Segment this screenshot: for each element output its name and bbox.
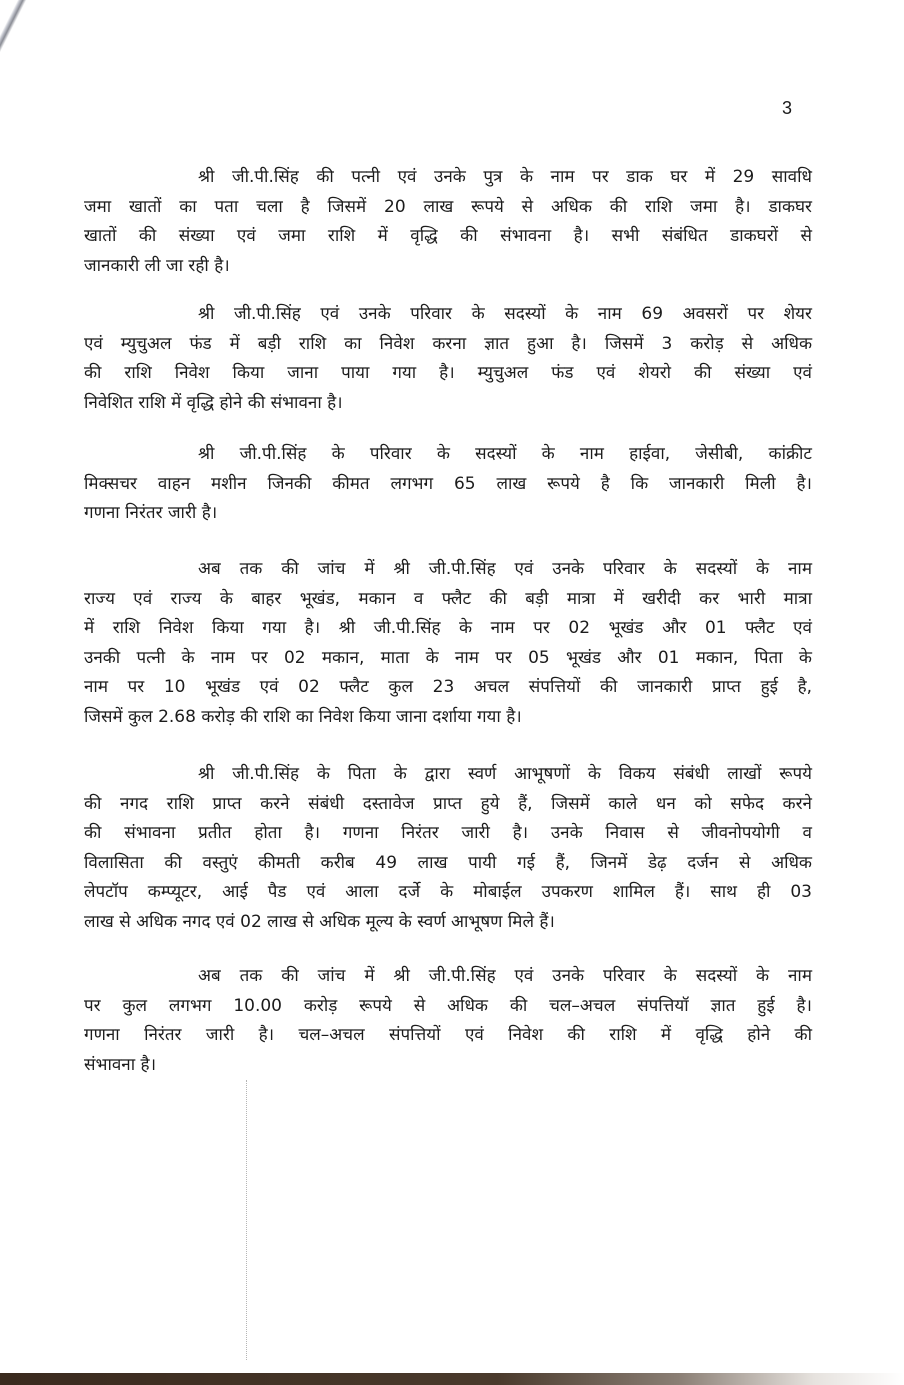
text-line: की राशि निवेश किया जाना पाया गया है। म्युचुअल फंड एवं शेयरो की संख्या एवं bbox=[84, 363, 812, 383]
text-line: श्री जी.पी.सिंह एवं उनके परिवार के सदस्यों के नाम 69 अवसरों पर शेयर bbox=[198, 304, 812, 324]
text-line: श्री जी.पी.सिंह के परिवार के सदस्यों के नाम हाईवा, जेसीबी, कांक्रीट bbox=[198, 444, 812, 464]
text-line: जमा खातों का पता चला है जिसमें 20 लाख रूपये से अधिक की राशि जमा है। डाकघर bbox=[84, 196, 812, 217]
text-line: संभावना है। bbox=[84, 1054, 157, 1075]
text-line: अब तक की जांच में श्री जी.पी.सिंह एवं उनके परिवार के सदस्यों के नाम bbox=[198, 966, 812, 986]
paragraph-total-assets bbox=[84, 962, 812, 1080]
text-line: श्री जी.पी.सिंह के पिता के द्वारा स्वर्ण आभूषणों के विकय संबंधी लाखों रूपये bbox=[198, 764, 812, 784]
paragraph-shares-mutual-funds bbox=[84, 300, 812, 418]
text-line: खातों की संख्या एवं जमा राशि में वृद्धि की संभावना है। सभी संबंधित डाकघरों से bbox=[84, 226, 812, 246]
text-line: लाख से अधिक नगद एवं 02 लाख से अधिक मूल्य के स्वर्ण आभूषण मिले हैं। bbox=[84, 911, 555, 932]
text-line: गणना निरंतर जारी है। चल–अचल संपत्तियों एवं निवेश की राशि में वृद्धि होने की bbox=[84, 1025, 812, 1045]
text-line: विलासिता की वस्तुएं कीमती करीब 49 लाख पायी गई हैं, जिनमें डेढ़ दर्जन से अधिक bbox=[84, 852, 812, 873]
text-line: एवं म्युचुअल फंड में बड़ी राशि का निवेश करना ज्ञात हुआ है। जिसमें 3 करोड़ से अधिक bbox=[84, 333, 812, 354]
text-line: निवेशित राशि में वृद्धि होने की संभावना है। bbox=[84, 392, 343, 413]
paragraph-immovable-property bbox=[84, 555, 812, 732]
scanner-bottom-edge bbox=[0, 1373, 904, 1385]
text-line: जानकारी ली जा रही है। bbox=[84, 255, 230, 276]
text-line: की संभावना प्रतीत होता है। गणना निरंतर जारी है। उनके निवास से जीवनोपयोगी व bbox=[84, 823, 812, 843]
text-line: श्री जी.पी.सिंह की पत्नी एवं उनके पुत्र के नाम पर डाक घर में 29 सावधि bbox=[198, 167, 812, 187]
text-line: नाम पर 10 भूखंड एवं 02 फ्लैट कुल 23 अचल संपत्तियों की जानकारी प्राप्त हुई है, bbox=[84, 677, 812, 697]
paragraph-post-office-deposits bbox=[84, 163, 812, 281]
text-line: जिसमें कुल 2.68 करोड़ की राशि का निवेश किया जाना दर्शाया गया है। bbox=[84, 706, 522, 727]
scanned-page-curl bbox=[0, 0, 30, 80]
text-line: की नगद राशि प्राप्त करने संबंधी दस्तावेज प्राप्त हुये हैं, जिसमें काले धन को सफेद करने bbox=[84, 793, 812, 814]
text-line: गणना निरंतर जारी है। bbox=[84, 503, 218, 523]
text-line: उनकी पत्नी के नाम पर 02 मकान, माता के नाम पर 05 भूखंड और 01 मकान, पिता के bbox=[84, 647, 812, 668]
paragraph-gold-and-valuables bbox=[84, 760, 812, 937]
text-line: अब तक की जांच में श्री जी.पी.सिंह एवं उनके परिवार के सदस्यों के नाम bbox=[198, 559, 812, 579]
text-line: पर कुल लगभग 10.00 करोड़ रूपये से अधिक की चल–अचल संपत्तियॉ ज्ञात हुई है। bbox=[84, 995, 812, 1016]
text-line: लेपटॉप कम्प्यूटर, आई पैड एवं आला दर्जे के मोबाईल उपकरण शामिल हैं। साथ ही 03 bbox=[84, 882, 812, 902]
text-line: राज्य एवं राज्य के बाहर भूखंड, मकान व फ्लैट की बड़ी मात्रा में खरीदी कर भारी मात्रा bbox=[84, 588, 812, 609]
paragraph-vehicles bbox=[84, 440, 812, 529]
text-line: में राशि निवेश किया गया है। श्री जी.पी.सिंह के नाम पर 02 भूखंड और 01 फ्लैट एवं bbox=[84, 618, 812, 638]
page-number: 3 bbox=[782, 98, 793, 118]
scan-fold-mark bbox=[246, 1080, 249, 1360]
text-line: मिक्सचर वाहन मशीन जिनकी कीमत लगभग 65 लाख रूपये है कि जानकारी मिली है। bbox=[84, 473, 812, 494]
